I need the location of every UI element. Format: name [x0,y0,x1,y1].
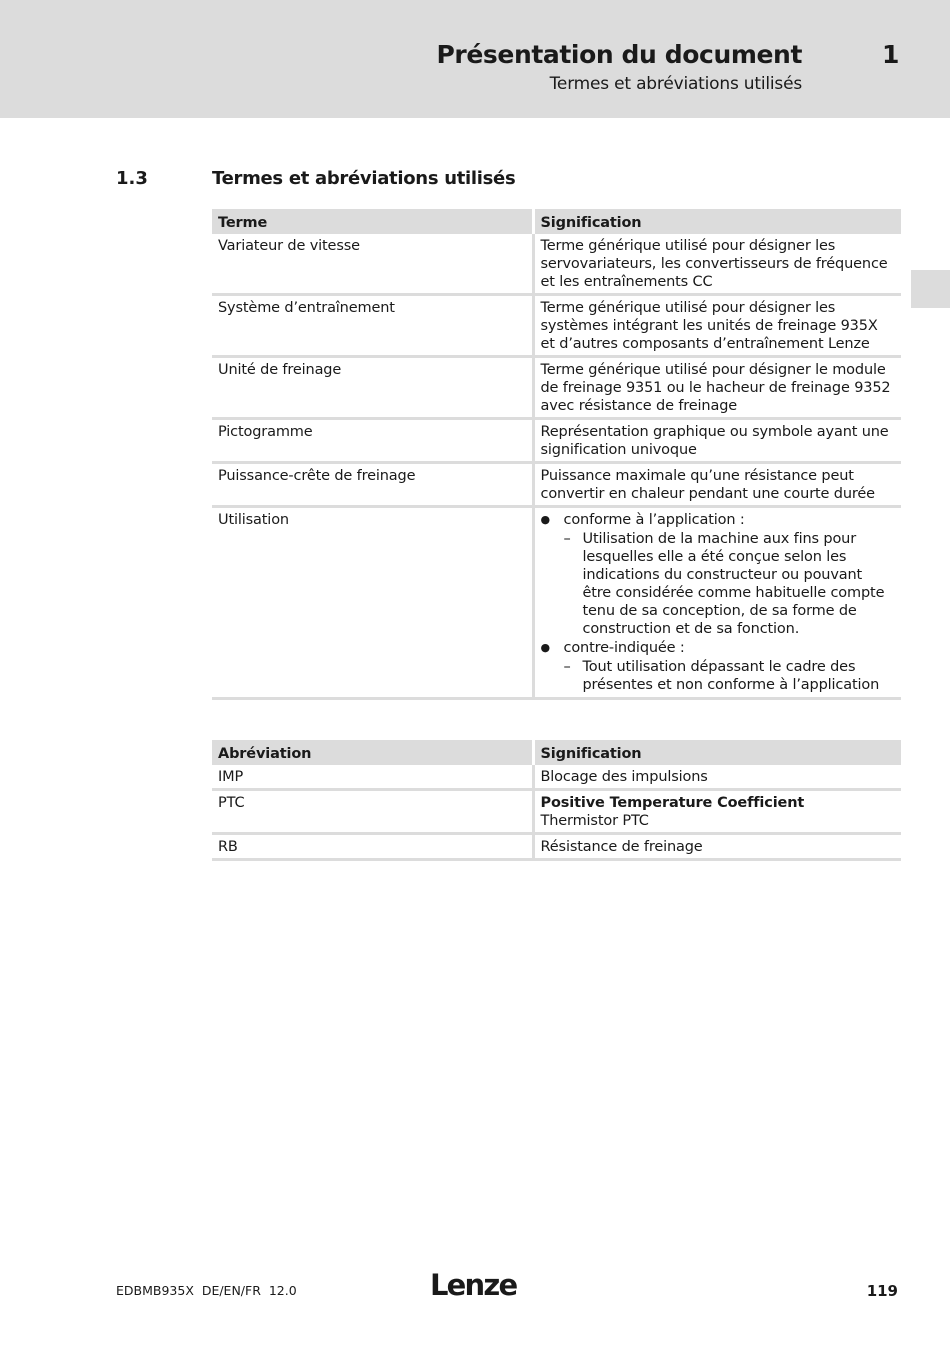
abbreviation-cell: IMP [212,765,533,790]
section-number: 1.3 [116,168,148,189]
abbreviation-cell: RB [212,834,533,860]
bullet-label: contre-indiquée : [563,640,685,656]
meaning-cell: Terme générique utilisé pour désigner les servovariateurs, les convertisseurs de fréquence et les entraînements CC [533,234,901,295]
table-row [212,834,901,860]
page-number: 119 [866,1282,898,1300]
term-cell: Système d’entraînement [212,295,533,357]
meaning-cell: Puissance maximale qu’une résistance peut convertir en chaleur pendant une courte durée [533,463,901,507]
lenze-logo: Lenze [430,1268,517,1302]
dash-item: – Utilisation de la machine aux fins pour lesquelles elle a été conçue selon les indications du constructeur ou pouvant être considérée comme habituelle compte tenu de sa conception, de sa forme de construction et de sa fonction. [564,530,896,638]
chapter-subtitle: Termes et abréviations utilisés [549,74,802,94]
bullet-item [541,511,896,638]
table-header-row [212,740,901,765]
meaning-bold-line: Positive Temperature Coefficient [540,795,805,811]
dash-item: – Tout utilisation dépassant le cadre des présentes et non conforme à l’application [564,658,896,694]
dash-list [564,530,896,638]
meaning-cell: Terme générique utilisé pour désigner les systèmes intégrant les unités de freinage 935X et d’autres composants d’entraînement Lenze [533,295,901,357]
meaning-cell: Résistance de freinage [533,834,901,860]
chapter-title: Présentation du document [436,40,802,69]
chapter-number: 1 [882,40,900,69]
meaning-line: Thermistor PTC [540,813,649,829]
table-row [212,234,901,295]
abbreviation-cell: PTC [212,790,533,834]
table-row [212,357,901,419]
table-row [212,295,901,357]
column-header-meaning: Signification [533,740,901,765]
table-row [212,419,901,463]
column-header-term: Terme [212,209,533,234]
table-header-row [212,209,901,234]
section-title: Termes et abréviations utilisés [212,168,516,189]
chapter-side-tab [911,270,950,308]
term-cell: Utilisation [212,507,533,699]
meaning-cell [533,790,901,834]
dash-list [564,658,896,694]
meaning-cell: Blocage des impulsions [533,765,901,790]
meaning-cell: Représentation graphique ou symbole ayant une signification univoque [533,419,901,463]
usage-bullet-list [541,511,896,694]
term-cell: Pictogramme [212,419,533,463]
terms-table [212,209,901,700]
term-cell: Variateur de vitesse [212,234,533,295]
abbreviations-table [212,740,901,861]
table-row-usage [212,507,901,699]
term-cell: Puissance-crête de freinage [212,463,533,507]
table-row [212,790,901,834]
term-cell: Unité de freinage [212,357,533,419]
bullet-item [541,639,896,694]
meaning-cell: Terme générique utilisé pour désigner le module de freinage 9351 ou le hacheur de freinage 9352 avec résistance de freinage [533,357,901,419]
meaning-cell [533,507,901,699]
column-header-meaning: Signification [533,209,901,234]
table-row [212,765,901,790]
bullet-label: conforme à l’application : [563,512,745,528]
table-row [212,463,901,507]
footer-document-id: EDBMB935X DE/EN/FR 12.0 [116,1283,297,1298]
column-header-abbreviation: Abréviation [212,740,533,765]
